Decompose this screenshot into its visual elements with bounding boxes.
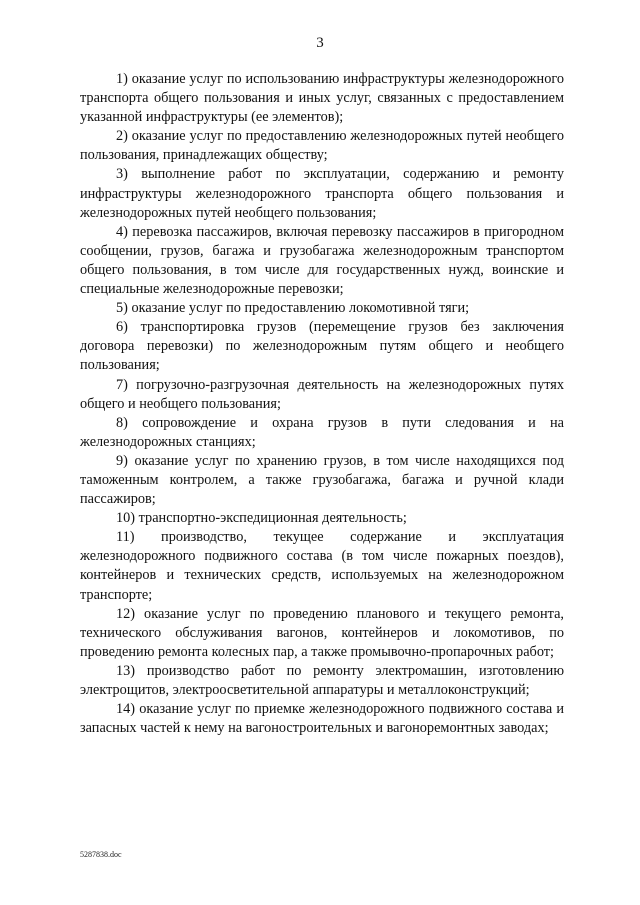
- list-item-11: 11) производство, текущее содержание и эксплуатация железнодорожного подвижного состава (в том числе пожарных поездов), контейнеров и технических средств, используемых на железнодорожном транспорте;: [80, 529, 564, 603]
- list-item-10: 10) транспортно-экспедиционная деятельность;: [116, 510, 407, 527]
- list-item-7: 7) погрузочно-разгрузочная деятельность на железнодорожных путях общего и необщего пользования;: [80, 376, 564, 412]
- list-item-3: 3) выполнение работ по эксплуатации, содержанию и ремонту инфраструктуры железнодорожного транспорта общего пользования и железнодорожных путей необщего пользования;: [80, 166, 564, 221]
- list-item-4: 4) перевозка пассажиров, включая перевозку пассажиров в пригородном сообщении, грузов, багажа и грузобагажа железнодорожным транспортом общего пользования, в том числе для государственных нужд, воинские и специальные железнодорожные перевозки;: [80, 223, 564, 298]
- list-item-13: 13) производство работ по ремонту электромашин, изготовлению электрощитов, электроосветительной аппаратуры и металлоконструкций;: [80, 662, 564, 698]
- list-item-14: 14) оказание услуг по приемке железнодорожного подвижного состава и запасных частей к нему на вагоностроительных и вагоноремонтных заводах;: [80, 701, 564, 737]
- list-item-1: 1) оказание услуг по использованию инфраструктуры железнодорожного транспорта общего пользования и иных услуг, связанных с предоставлением указанной инфраструктуры (ее элементов);: [80, 71, 564, 126]
- footer-filename: 5287838.doc: [80, 850, 122, 859]
- list-item-9: 9) оказание услуг по хранению грузов, в том числе находящихся под таможенным контролем, а также грузобагажа, багажа и ручной клади пассажиров;: [80, 452, 564, 508]
- document-body: [80, 70, 564, 738]
- list-item-12: 12) оказание услуг по проведению планового и текущего ремонта, технического обслуживания вагонов, контейнеров и локомотивов, по проведению ремонта колесных пар, а также промывочно-пропарочных работ;: [80, 605, 564, 660]
- list-item-6: 6) транспортировка грузов (перемещение грузов без заключения договора перевозки) по железнодорожным путям общего и необщего пользования;: [80, 319, 564, 374]
- list-item-8: 8) сопровождение и охрана грузов в пути следования и на железнодорожных станциях;: [80, 414, 564, 450]
- list-item-5: 5) оказание услуг по предоставлению локомотивной тяги;: [116, 300, 470, 317]
- page-number: 3: [316, 35, 324, 51]
- list-item-2: 2) оказание услуг по предоставлению железнодорожных путей необщего пользования, принадлежащих обществу;: [80, 128, 564, 164]
